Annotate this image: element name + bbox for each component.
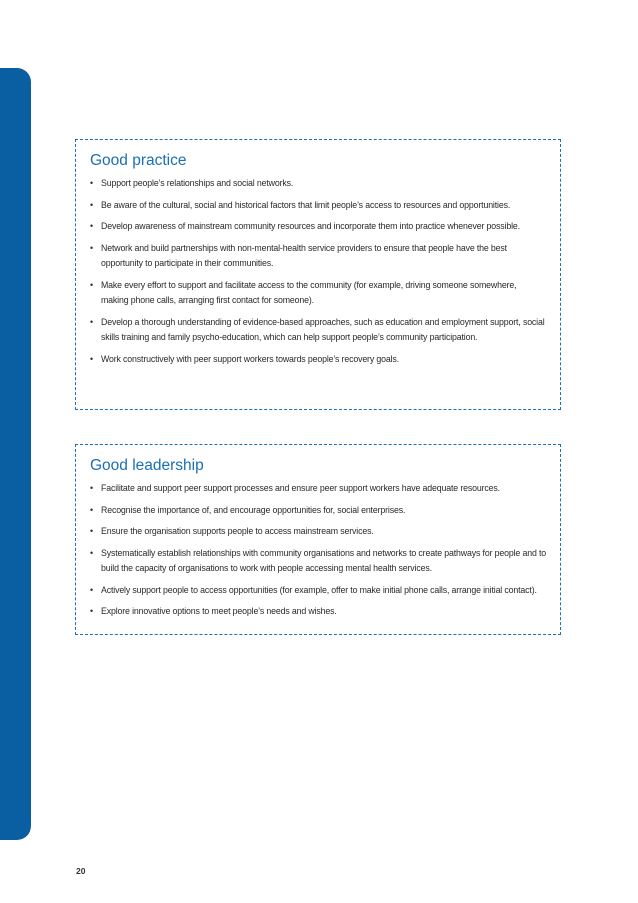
list-item [90, 352, 546, 368]
good-practice-list [90, 176, 546, 367]
good-leadership-box [75, 444, 561, 635]
bullet-icon: • [90, 316, 93, 327]
list-item-text: Be aware of the cultural, social and historical factors that limit people’s access to resources and opportunities. [101, 199, 511, 210]
list-item [90, 219, 546, 235]
list-item-text: Actively support people to access opportunities (for example, offer to make initial phone calls, arrange initial contact). [101, 584, 537, 595]
bullet-icon: • [90, 353, 93, 364]
list-item-text: Recognise the importance of, and encourage opportunities for, social enterprises. [101, 504, 406, 515]
good-leadership-list [90, 481, 546, 620]
list-item [90, 481, 546, 497]
bullet-icon: • [90, 526, 93, 536]
list-item [90, 176, 546, 192]
page-number: 20 [76, 866, 86, 876]
bullet-icon: • [90, 606, 93, 616]
bullet-icon: • [90, 221, 93, 231]
bullet-icon: • [90, 178, 93, 188]
list-item [90, 315, 546, 346]
bullet-icon: • [90, 584, 93, 595]
list-item-text: Develop a thorough understanding of evidence-based approaches, such as education and employment support, social skills training and family psycho-education, which can help support people’s community participation. [101, 316, 545, 342]
list-item-text: Network and build partnerships with non-mental-health service providers to ensure that people have the best opportunity to participate in their communities. [101, 242, 507, 268]
list-item-text: Develop awareness of mainstream community resources and incorporate them into practice whenever possible. [101, 221, 520, 231]
list-item [90, 503, 546, 519]
side-tab [0, 68, 31, 840]
list-item-text: Ensure the organisation supports people to access mainstream services. [101, 526, 374, 536]
bullet-icon: • [90, 199, 93, 210]
bullet-icon: • [90, 504, 93, 515]
list-item-text: Explore innovative options to meet people’s needs and wishes. [101, 606, 337, 616]
list-item-text: Support people’s relationships and social networks. [101, 178, 294, 188]
list-item [90, 583, 546, 599]
list-item [90, 546, 546, 577]
bullet-icon: • [90, 547, 93, 558]
good-practice-box [75, 139, 561, 410]
bullet-icon: • [90, 279, 93, 290]
list-item [90, 278, 546, 309]
bullet-icon: • [90, 242, 93, 253]
list-item-text: Facilitate and support peer support processes and ensure peer support workers have adequate resources. [101, 483, 500, 493]
bullet-icon: • [90, 483, 93, 493]
list-item [90, 241, 546, 272]
list-item-text: Make every effort to support and facilitate access to the community (for example, driving someone somewhere, making phone calls, arranging first contact for someone). [101, 279, 517, 305]
list-item-text: Work constructively with peer support workers towards people’s recovery goals. [101, 353, 399, 364]
good-practice-title: Good practice [90, 152, 187, 169]
list-item [90, 524, 546, 540]
list-item-text: Systematically establish relationships with community organisations and networks to create pathways for people and to build the capacity of organisations to work with people accessing mental health services. [101, 547, 547, 573]
list-item [90, 604, 546, 620]
list-item [90, 198, 546, 214]
good-leadership-title: Good leadership [90, 457, 204, 474]
